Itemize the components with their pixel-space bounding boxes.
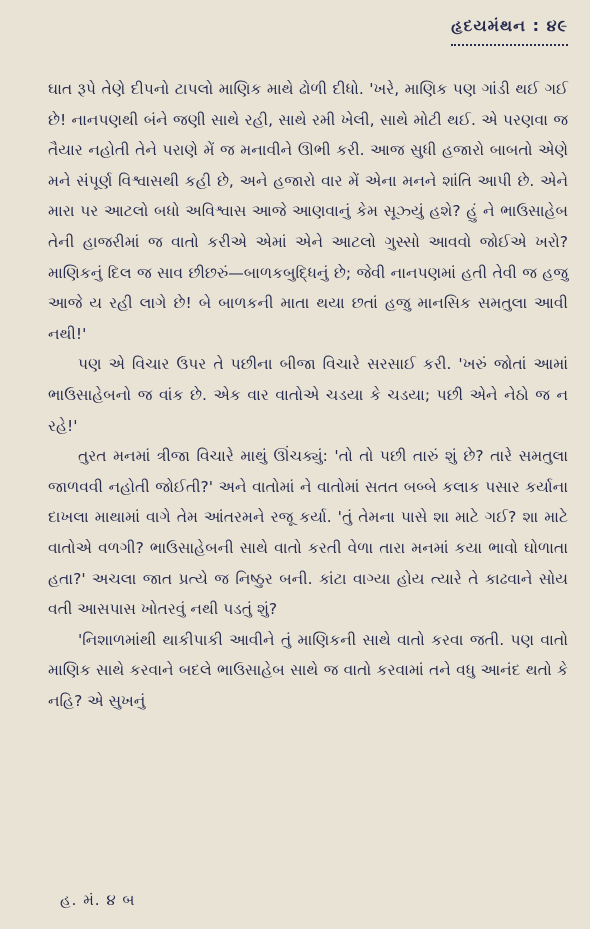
body-text <box>48 74 568 716</box>
running-head-underline <box>451 38 568 46</box>
paragraph: તુરત મનમાં ત્રીજા વિચારે માથું ઊંચક્યું: 'તો તો પછી તારું શું છે? તારે સમતુલા જાળવવી નહોતી જોઈતી?' અને વાતોમાં ને વાતોમાં સતત બબ્બે કલાક પસાર કર્યાના દાખલા માથામાં વાગે તેમ આંતરમને રજૂ કર્યા. 'તું તેમના પાસે શા માટે ગઈ? શા માટે વાતોએ વળગી? ભાઉસાહેબની સાથે વાતો કરતી વેળા તારા મનમાં કયા ભાવો ઘોળાતા હતા?' અચલા જાત પ્રત્યે જ નિષ્ઠુર બની. કાંટા વાગ્યા હોય ત્યારે તે કાઢવાને સોય વતી આસપાસ ખોતરવું નથી પડતું શું? <box>48 447 568 619</box>
paragraph: પણ એ વિચાર ઉપર તે પછીના બીજા વિચારે સરસાઈ કરી. 'ખરું જોતાં આમાં ભાઉસાહેબનો જ વાંક છે. એક વાર વાતોએ ચડયા કે ચડયા; પછી એને નેઠો જ ન રહે!' <box>48 355 568 435</box>
paragraph: 'નિશાળમાંથી થાકીપાકી આવીને તું માણિકની સાથે વાતો કરવા જતી. પણ વાતો માણિક સાથે કરવાને બદલે ભાઉસાહેબ સાથે જ વાતો કરવામાં તને વધુ આનંદ થતો કે નહિ? એ સુખનું <box>48 630 568 710</box>
paragraph: ઘાત રૂપે તેણે દીપનો ટાપલો માણિક માથે ઢોળી દીધો. 'ખરે, માણિક પણ ગાંડી થઈ ગઈ છે! નાનપણથી બંને જણી સાથે રહી, સાથે રમી ખેલી, સાથે મોટી થઈ. એ પરણવા જ તૈયાર નહોતી તેને પરાણે મેં જ મનાવીને ઊભી કરી. આજ સુધી હજારો બાબતો એણે મને સંપૂર્ણ વિશ્વાસથી કહી છે, અને હજારો વાર મેં એના મનને શાંતિ આપી છે. એને મારા પર આટલો બધો અવિશ્વાસ આજે આણવાનું કેમ સૂઝ્યું હશે? હું ને ભાઉસાહેબ તેની હાજરીમાં જ વાતો કરીએ એમાં એને આટલો ગુસ્સો આવવો જોઈએ ખરો? માણિકનું દિલ જ સાવ છીછરું—બાળકબુદ્ધિનું છે; જેવી નાનપણમાં હતી તેવી જ હજુ આજે ય રહી લાગે છે! બે બાળકની માતા થયા છતાં હજુ માનસિક સમતુલા આવી નથી!' <box>48 80 568 343</box>
running-head <box>451 16 568 46</box>
running-head-text: હૃદયમંથન : ૪૯ <box>451 16 568 35</box>
signature-mark: હ. મં. ૪ બ <box>60 891 136 909</box>
